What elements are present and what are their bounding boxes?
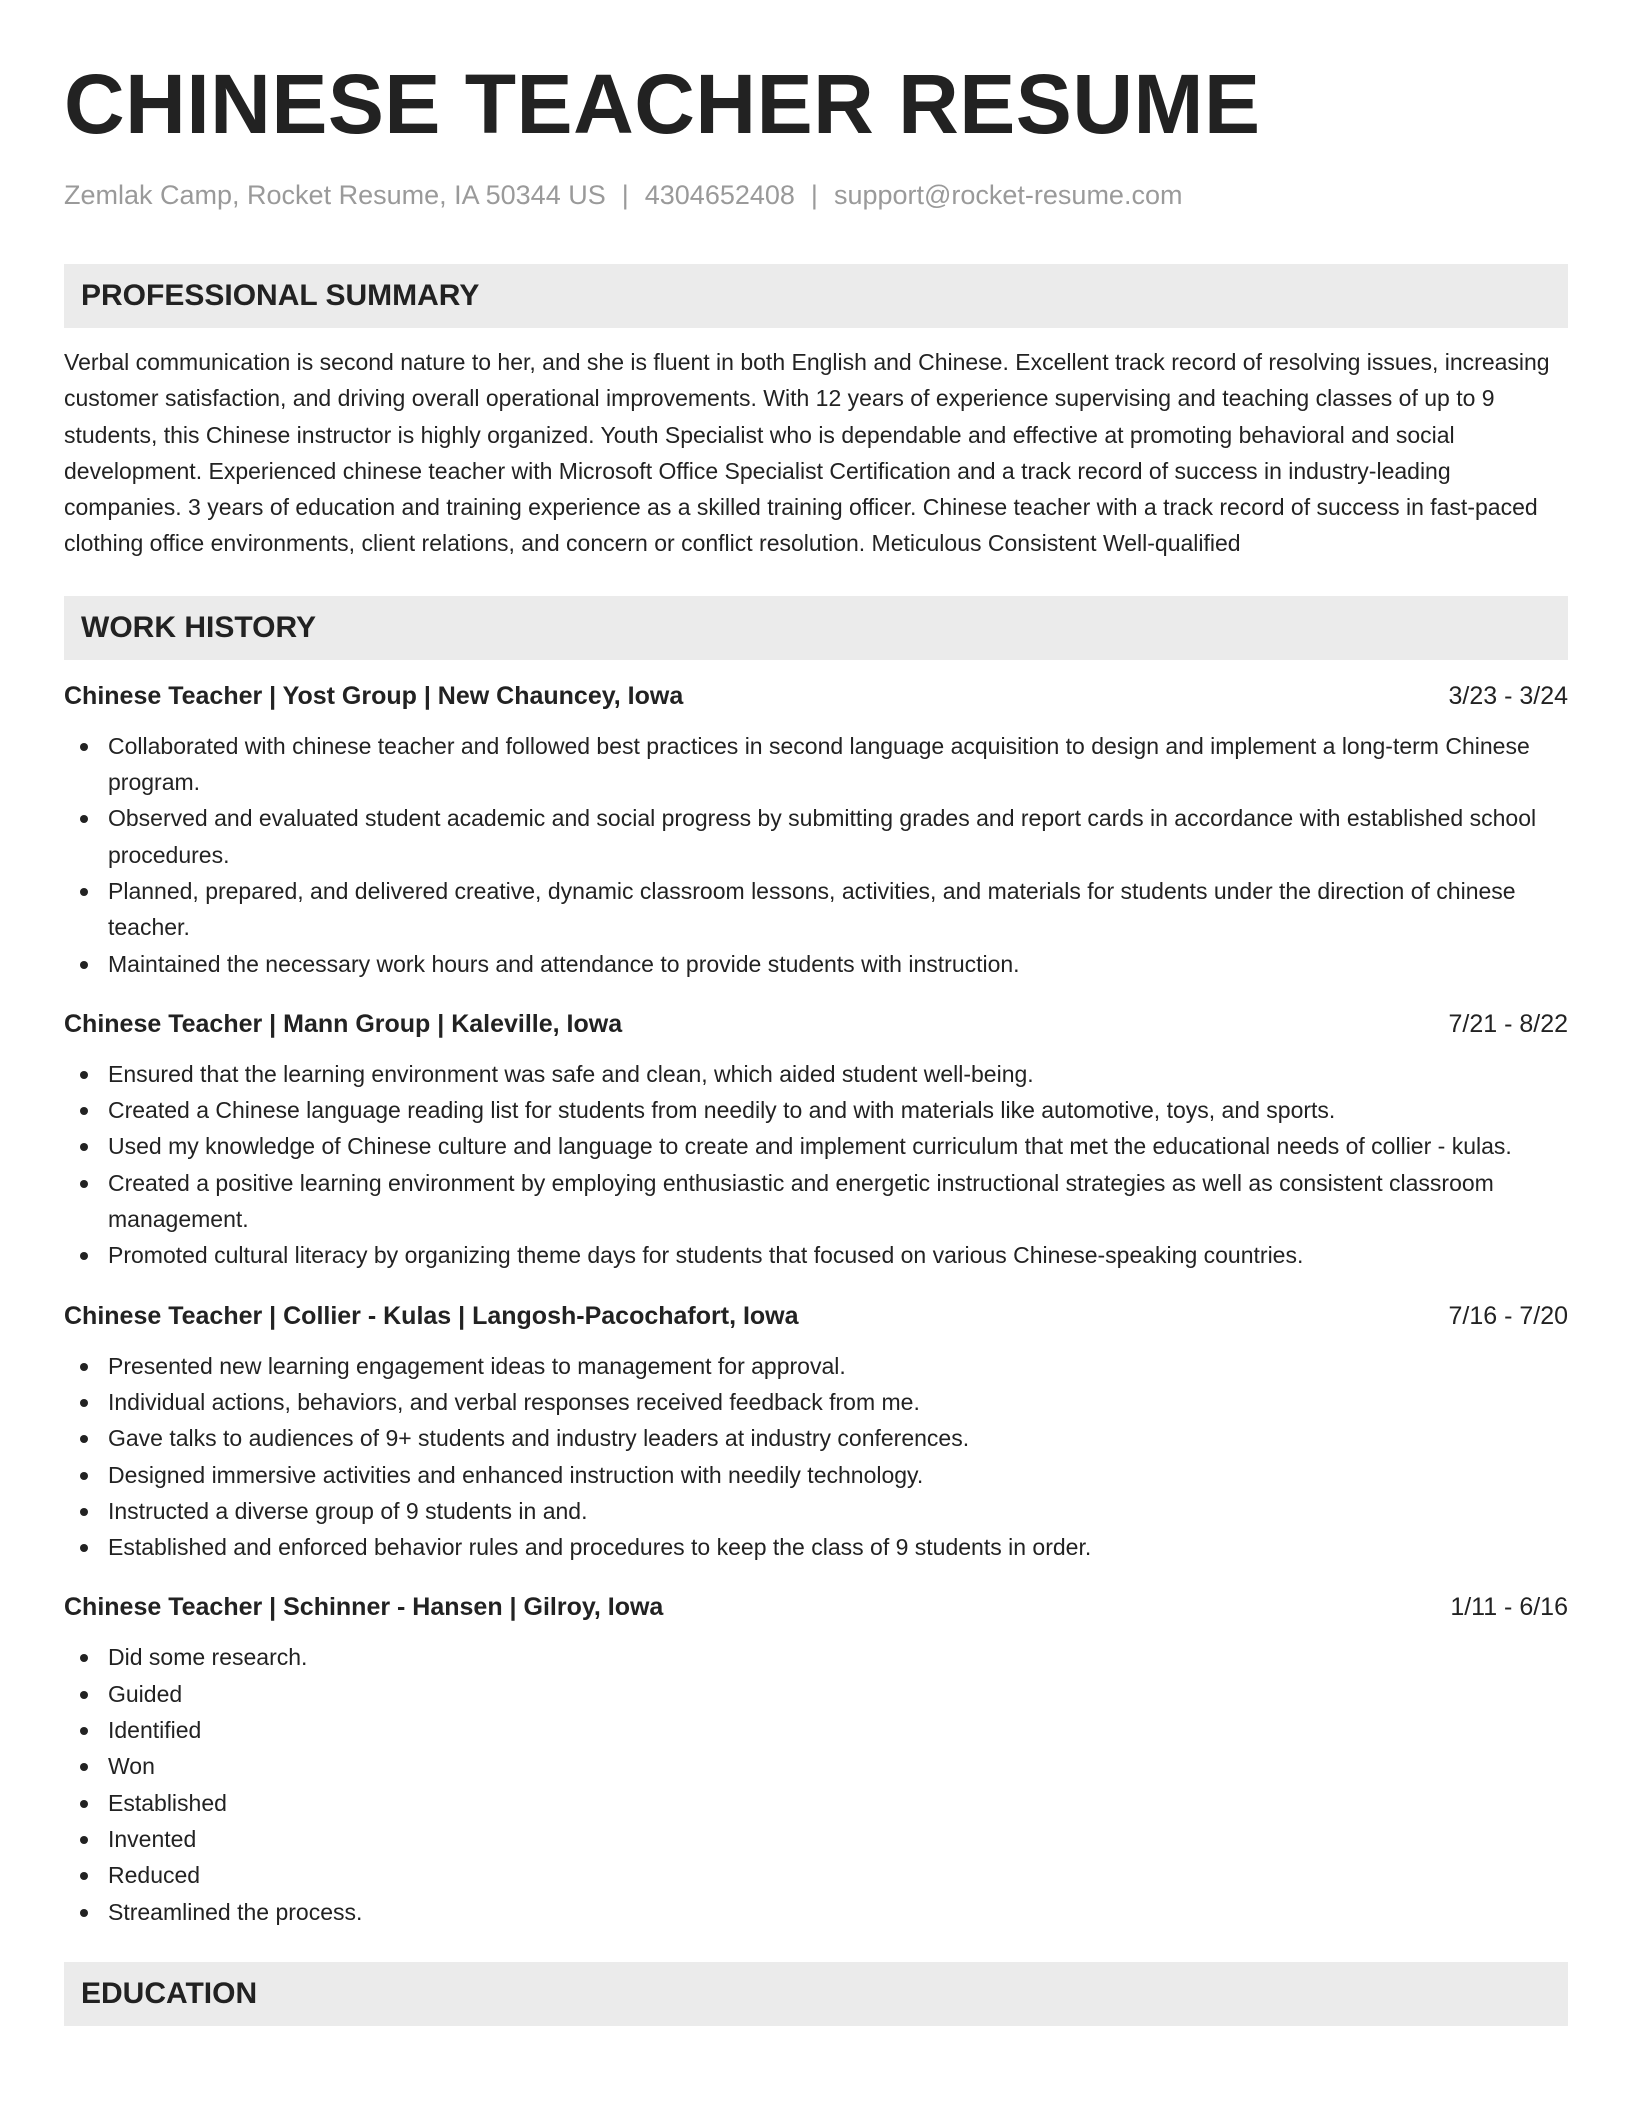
work-history-header: WORK HISTORY <box>64 596 1568 660</box>
contact-address: Zemlak Camp, Rocket Resume, IA 50344 US <box>64 180 606 210</box>
job-heading-row <box>64 1298 1568 1334</box>
job-bullet: Used my knowledge of Chinese culture and language to create and implement curriculum that met the educational needs of collier - kulas. <box>64 1128 1568 1164</box>
job-bullet: Invented <box>64 1821 1568 1857</box>
job-entry <box>64 1589 1568 1929</box>
job-bullet-list <box>64 1639 1568 1929</box>
job-entry <box>64 1298 1568 1566</box>
job-dates: 1/11 - 6/16 <box>1450 1593 1568 1622</box>
job-entry <box>64 678 1568 982</box>
professional-summary-text: Verbal communication is second nature to her, and she is fluent in both English and Chinese. Excellent track record of resolving issues, increasing customer satisfaction, and driving overall operational improvements. With 12 years of experience supervising and teaching classes of up to 9 students, this Chinese instructor is highly organized. Youth Specialist who is dependable and effective at promoting behavioral and social development. Experienced chinese teacher with Microsoft Office Specialist Certification and a track record of success in industry-leading companies. 3 years of education and training experience as a skilled training officer. Chinese teacher with a track record of success in fast-paced clothing office environments, client relations, and concern or conflict resolution. Meticulous Consistent Well-qualified <box>64 349 1550 557</box>
job-bullet: Collaborated with chinese teacher and followed best practices in second language acquisition to design and implement a long-term Chinese program. <box>64 728 1568 801</box>
job-bullet-list <box>64 1056 1568 1274</box>
job-bullet: Streamlined the process. <box>64 1894 1568 1930</box>
job-bullet: Reduced <box>64 1857 1568 1893</box>
education-header: EDUCATION <box>64 1962 1568 2026</box>
job-bullet: Gave talks to audiences of 9+ students and industry leaders at industry conferences. <box>64 1420 1568 1456</box>
contact-line <box>64 178 1568 212</box>
job-heading-row <box>64 678 1568 714</box>
job-bullet: Instructed a diverse group of 9 students in and. <box>64 1493 1568 1529</box>
professional-summary-header: PROFESSIONAL SUMMARY <box>64 264 1568 328</box>
job-bullet: Presented new learning engagement ideas to management for approval. <box>64 1348 1568 1384</box>
job-bullet: Won <box>64 1748 1568 1784</box>
job-title: Chinese Teacher | Schinner - Hansen | Gilroy, Iowa <box>64 1593 664 1622</box>
contact-email: support@rocket-resume.com <box>833 180 1183 210</box>
job-heading-row <box>64 1006 1568 1042</box>
job-bullet: Did some research. <box>64 1639 1568 1675</box>
job-bullet: Created a positive learning environment by employing enthusiastic and energetic instructional strategies as well as consistent classroom management. <box>64 1165 1568 1238</box>
job-bullet: Guided <box>64 1676 1568 1712</box>
job-bullet: Established <box>64 1785 1568 1821</box>
job-title: Chinese Teacher | Yost Group | New Chauncey, Iowa <box>64 681 684 710</box>
job-title: Chinese Teacher | Mann Group | Kaleville, Iowa <box>64 1009 623 1038</box>
job-bullet: Designed immersive activities and enhanced instruction with needily technology. <box>64 1457 1568 1493</box>
job-bullet: Maintained the necessary work hours and attendance to provide students with instruction. <box>64 946 1568 982</box>
job-bullet: Observed and evaluated student academic and social progress by submitting grades and report cards in accordance with established school procedures. <box>64 800 1568 873</box>
job-bullet-list <box>64 1348 1568 1566</box>
job-title: Chinese Teacher | Collier - Kulas | Langosh-Pacochafort, Iowa <box>64 1301 799 1330</box>
job-bullet: Established and enforced behavior rules and procedures to keep the class of 9 students in order. <box>64 1529 1568 1565</box>
job-bullet: Individual actions, behaviors, and verbal responses received feedback from me. <box>64 1384 1568 1420</box>
job-bullet: Identified <box>64 1712 1568 1748</box>
job-dates: 3/23 - 3/24 <box>1448 681 1568 710</box>
job-heading-row <box>64 1589 1568 1625</box>
job-bullet: Created a Chinese language reading list for students from needily to and with materials like automotive, toys, and sports. <box>64 1092 1568 1128</box>
job-dates: 7/16 - 7/20 <box>1448 1301 1568 1330</box>
job-entry <box>64 1006 1568 1274</box>
job-bullet: Promoted cultural literacy by organizing theme days for students that focused on various Chinese-speaking countries. <box>64 1237 1568 1273</box>
contact-separator: | <box>810 180 818 210</box>
job-bullet-list <box>64 728 1568 982</box>
job-dates: 7/21 - 8/22 <box>1448 1009 1568 1038</box>
job-bullet: Ensured that the learning environment was safe and clean, which aided student well-being. <box>64 1056 1568 1092</box>
resume-title: CHINESE TEACHER RESUME <box>64 57 1261 151</box>
contact-separator: | <box>621 180 629 210</box>
job-bullet: Planned, prepared, and delivered creative, dynamic classroom lessons, activities, and materials for students under the direction of chinese teacher. <box>64 873 1568 946</box>
contact-phone: 4304652408 <box>644 180 795 210</box>
